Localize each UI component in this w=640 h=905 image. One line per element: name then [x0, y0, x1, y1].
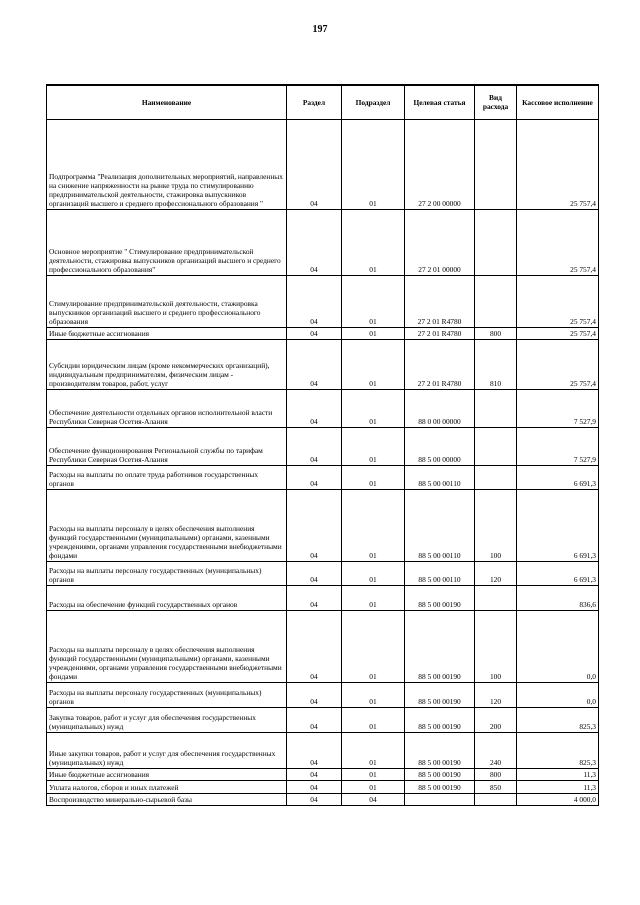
row-section: 04: [287, 732, 342, 768]
row-expense-type: 810: [475, 339, 517, 389]
row-section: 04: [287, 768, 342, 780]
table-row: [47, 561, 599, 585]
row-target: 88 5 00 00190: [405, 780, 475, 793]
row-amount: 0,0: [517, 610, 599, 682]
row-expense-type: [475, 585, 517, 610]
header-subsection: Подраздел: [342, 85, 405, 119]
row-amount: 836,6: [517, 585, 599, 610]
row-expense-type: [475, 427, 517, 465]
row-subsection: 01: [342, 119, 405, 209]
table-row: [47, 707, 599, 732]
header-expense-type: Вид расхода: [475, 85, 517, 119]
row-target: 88 5 00 00190: [405, 707, 475, 732]
table-row: [47, 732, 599, 768]
table-body: [47, 119, 599, 805]
row-amount: 25 757,4: [517, 209, 599, 275]
row-expense-type: [475, 209, 517, 275]
row-section: 04: [287, 339, 342, 389]
row-section: 04: [287, 327, 342, 339]
row-amount: 6 691,3: [517, 489, 599, 561]
row-target: 88 0 00 00000: [405, 389, 475, 427]
row-section: 04: [287, 585, 342, 610]
row-target: [405, 793, 475, 805]
row-section: 04: [287, 209, 342, 275]
row-subsection: 01: [342, 489, 405, 561]
row-section: 04: [287, 707, 342, 732]
row-name: Закупка товаров, работ и услуг для обеспечения государственных (муниципальных) нужд: [47, 707, 287, 732]
row-target: 88 5 00 00190: [405, 732, 475, 768]
page-number: 197: [312, 24, 328, 35]
row-amount: 6 691,3: [517, 561, 599, 585]
row-section: 04: [287, 275, 342, 327]
row-section: 04: [287, 682, 342, 707]
row-name: Расходы на выплаты персоналу в целях обеспечения выполнения функций государственными (муниципальными) органами, казенными учреждениями, органами управления государственными внебюджетными фондами: [47, 489, 287, 561]
row-name: Основное мероприятие " Стимулирование предпринимательской деятельности, стажировка выпускников организаций высшего и среднего профессионального образования": [47, 209, 287, 275]
table-row: [47, 793, 599, 805]
row-subsection: 01: [342, 768, 405, 780]
row-section: 04: [287, 119, 342, 209]
row-target: 88 5 00 00190: [405, 682, 475, 707]
row-target: 27 2 00 00000: [405, 119, 475, 209]
row-target: 88 5 00 00190: [405, 610, 475, 682]
row-target: 27 2 01 R4780: [405, 275, 475, 327]
row-expense-type: 240: [475, 732, 517, 768]
row-subsection: 01: [342, 561, 405, 585]
row-amount: 11,3: [517, 768, 599, 780]
row-expense-type: [475, 793, 517, 805]
header-target: Целевая статья: [405, 85, 475, 119]
row-amount: 0,0: [517, 682, 599, 707]
row-name: Расходы на обеспечение функций государственных органов: [47, 585, 287, 610]
row-amount: 25 757,4: [517, 327, 599, 339]
row-subsection: 01: [342, 610, 405, 682]
row-target: 88 5 00 00110: [405, 465, 475, 489]
row-name: Уплата налогов, сборов и иных платежей: [47, 780, 287, 793]
row-section: 04: [287, 793, 342, 805]
row-subsection: 01: [342, 389, 405, 427]
row-name: Расходы на выплаты персоналу государственных (муниципальных) органов: [47, 561, 287, 585]
row-amount: 11,3: [517, 780, 599, 793]
row-expense-type: 200: [475, 707, 517, 732]
row-subsection: 01: [342, 585, 405, 610]
row-expense-type: [475, 275, 517, 327]
row-expense-type: 850: [475, 780, 517, 793]
table-row: [47, 119, 599, 209]
budget-table: [46, 84, 599, 806]
row-amount: 25 757,4: [517, 119, 599, 209]
row-section: 04: [287, 780, 342, 793]
table-row: [47, 768, 599, 780]
row-amount: 7 527,9: [517, 427, 599, 465]
table-row: [47, 275, 599, 327]
row-subsection: 01: [342, 682, 405, 707]
row-section: 04: [287, 389, 342, 427]
row-subsection: 01: [342, 275, 405, 327]
header-name: Наименование: [47, 85, 287, 119]
row-name: Воспроизводство минерально-сырьевой базы: [47, 793, 287, 805]
table-row: [47, 780, 599, 793]
row-amount: 25 757,4: [517, 339, 599, 389]
row-name: Иные бюджетные ассигнования: [47, 327, 287, 339]
row-name: Подпрограмма "Реализация дополнительных мероприятий, направленных на снижение напряженности на рынке труда по стимулированию предпринимательской деятельности, стажировка выпускников организаций высшего и среднего профессионального образования ": [47, 119, 287, 209]
row-amount: 825,3: [517, 732, 599, 768]
row-expense-type: 800: [475, 327, 517, 339]
table-row: [47, 327, 599, 339]
row-name: Иные бюджетные ассигнования: [47, 768, 287, 780]
row-expense-type: 120: [475, 682, 517, 707]
header-section: Раздел: [287, 85, 342, 119]
row-name: Расходы на выплаты по оплате труда работников государственных органов: [47, 465, 287, 489]
row-subsection: 04: [342, 793, 405, 805]
row-subsection: 01: [342, 465, 405, 489]
row-amount: 25 757,4: [517, 275, 599, 327]
row-subsection: 01: [342, 209, 405, 275]
row-target: 27 2 01 R4780: [405, 339, 475, 389]
row-expense-type: [475, 389, 517, 427]
row-expense-type: 100: [475, 489, 517, 561]
row-name: Расходы на выплаты персоналу государственных (муниципальных) органов: [47, 682, 287, 707]
header-cash-execution: Кассовое исполнение: [517, 85, 599, 119]
table-row: [47, 339, 599, 389]
table-row: [47, 489, 599, 561]
row-amount: 6 691,3: [517, 465, 599, 489]
row-expense-type: [475, 119, 517, 209]
row-name: Иные закупки товаров, работ и услуг для обеспечения государственных (муниципальных) нужд: [47, 732, 287, 768]
row-subsection: 01: [342, 427, 405, 465]
row-subsection: 01: [342, 780, 405, 793]
row-name: Расходы на выплаты персоналу в целях обеспечения выполнения функций государственными (муниципальными) органами, казенными учреждениями, органами управления государственными внебюджетными фондами: [47, 610, 287, 682]
row-section: 04: [287, 610, 342, 682]
row-target: 88 5 00 00000: [405, 427, 475, 465]
row-expense-type: 120: [475, 561, 517, 585]
table-row: [47, 209, 599, 275]
row-target: 88 5 00 00190: [405, 585, 475, 610]
table-row: [47, 682, 599, 707]
row-section: 04: [287, 465, 342, 489]
table-row: [47, 465, 599, 489]
row-expense-type: [475, 465, 517, 489]
row-subsection: 01: [342, 707, 405, 732]
row-target: 27 2 01 00000: [405, 209, 475, 275]
row-expense-type: 800: [475, 768, 517, 780]
row-amount: 7 527,9: [517, 389, 599, 427]
row-target: 88 5 00 00190: [405, 768, 475, 780]
table-row: [47, 585, 599, 610]
row-section: 04: [287, 489, 342, 561]
row-name: Обеспечение функционирования Региональной службы по тарифам Республики Северная Осетия-Алания: [47, 427, 287, 465]
row-subsection: 01: [342, 732, 405, 768]
row-subsection: 01: [342, 327, 405, 339]
row-name: Обеспечение деятельности отдельных органов исполнительной власти Республики Северная Осетия-Алания: [47, 389, 287, 427]
row-amount: 825,3: [517, 707, 599, 732]
row-subsection: 01: [342, 339, 405, 389]
row-expense-type: 100: [475, 610, 517, 682]
table-row: [47, 427, 599, 465]
table-row: [47, 389, 599, 427]
row-section: 04: [287, 561, 342, 585]
row-target: 88 5 00 00110: [405, 561, 475, 585]
row-target: 27 2 01 R4780: [405, 327, 475, 339]
row-name: Стимулирование предпринимательской деятельности, стажировка выпускников организаций высшего и среднего профессионального образования: [47, 275, 287, 327]
row-amount: 4 000,0: [517, 793, 599, 805]
table-row: [47, 610, 599, 682]
row-section: 04: [287, 427, 342, 465]
table-header-row: [47, 85, 599, 119]
row-name: Субсидии юридическим лицам (кроме некоммерческих организаций), индивидуальным предпринимателям, физическим лицам - производителям товаров, работ, услуг: [47, 339, 287, 389]
row-target: 88 5 00 00110: [405, 489, 475, 561]
